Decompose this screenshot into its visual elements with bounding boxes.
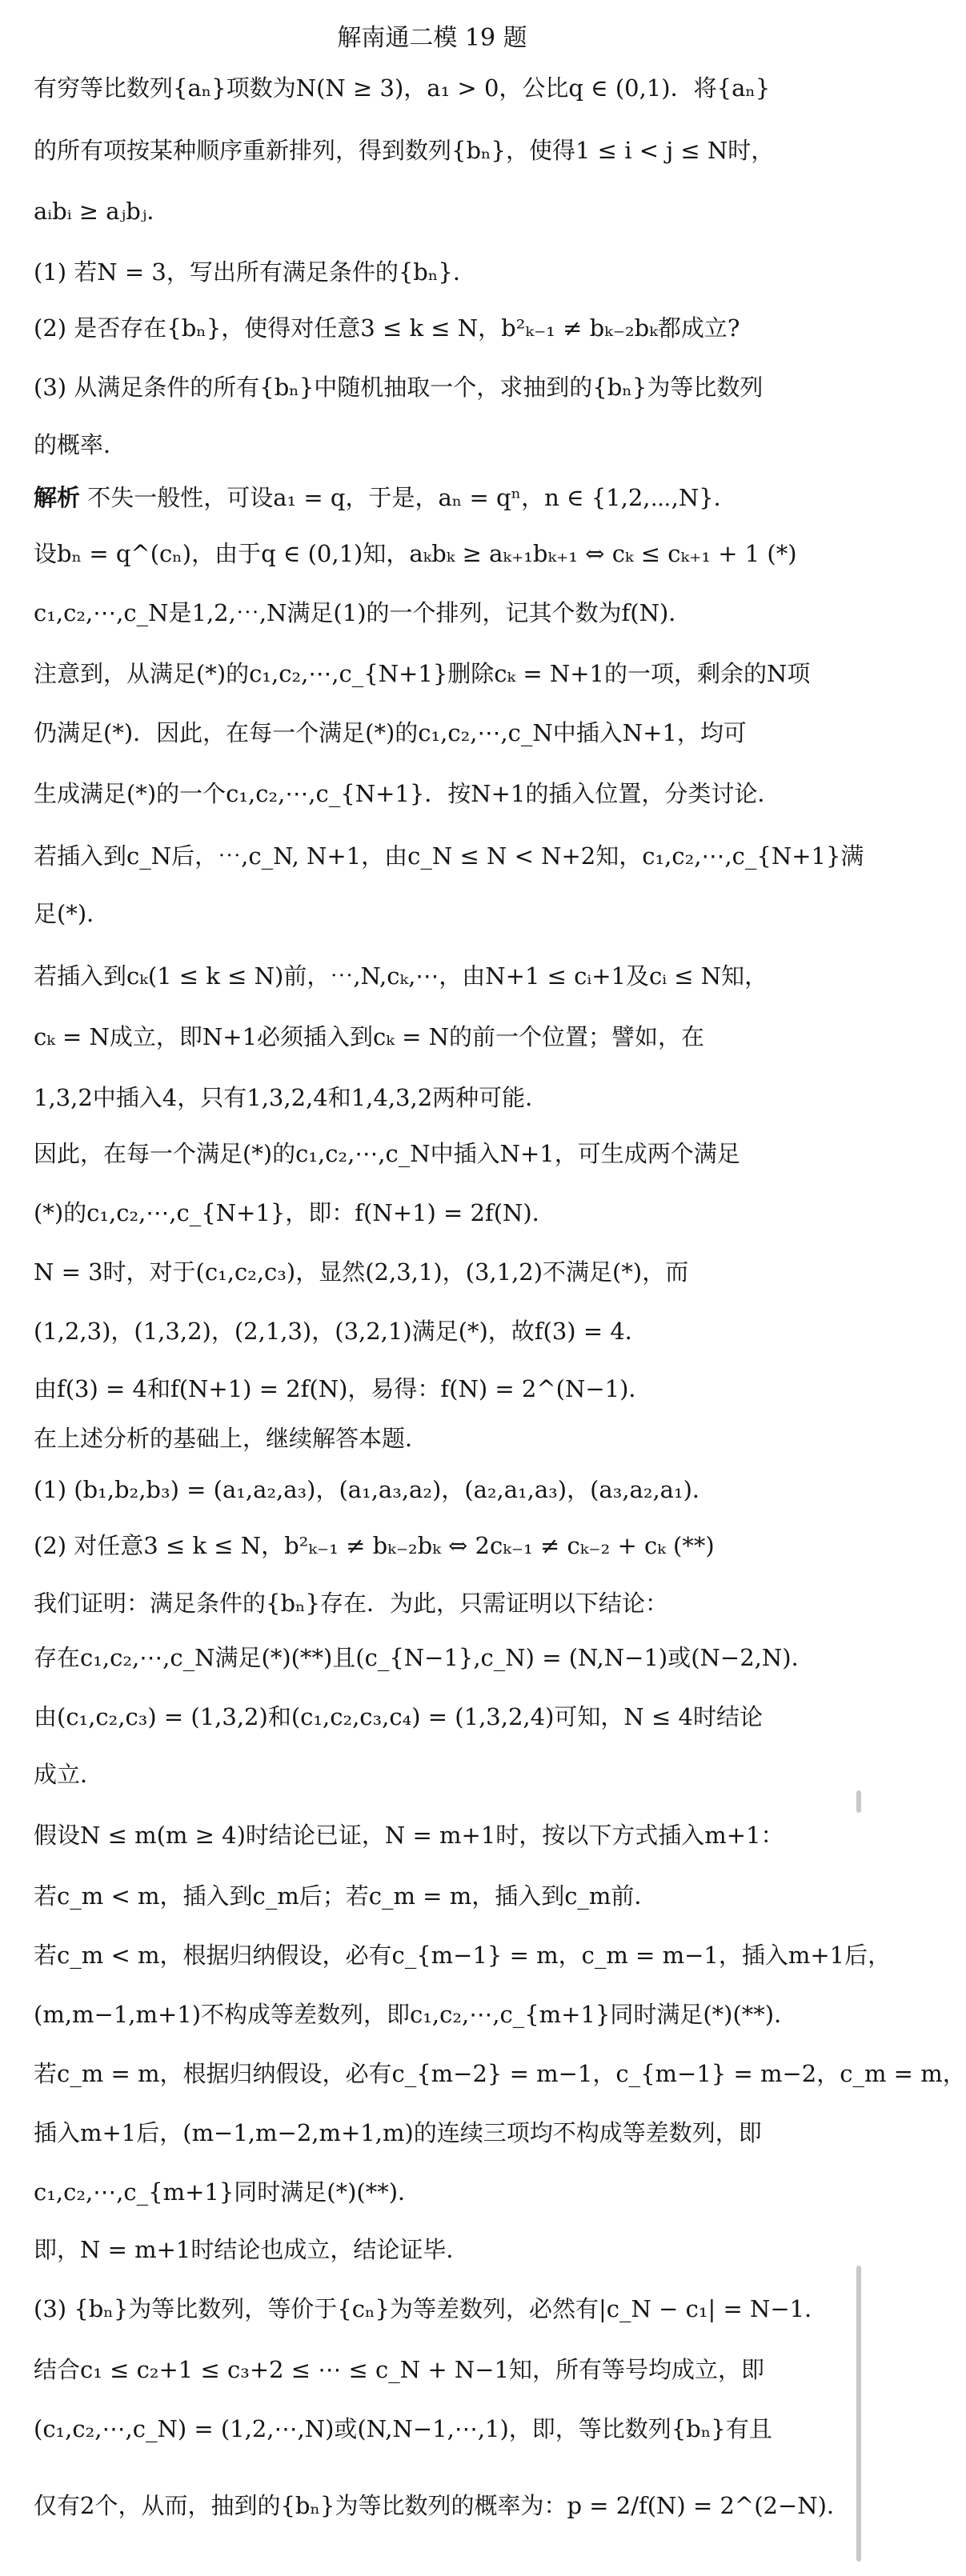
- text-line: 足(*)．: [34, 900, 110, 927]
- text-line: 结合c₁ ≤ c₂+1 ≤ c₃+2 ≤ ⋯ ≤ c_N + N−1知，所有等号均成立，即: [34, 2356, 765, 2383]
- text-line: 仍满足(*)．因此，在每一个满足(*)的c₁,c₂,⋯,c_N中插入N+1，均可: [34, 719, 747, 746]
- text-line: 由f(3) = 4和f(N+1) = 2f(N)，易得：f(N) = 2^(N−1)．: [34, 1375, 652, 1402]
- text-line: (*)的c₁,c₂,⋯,c_{N+1}，即：f(N+1) = 2f(N)．: [34, 1199, 555, 1226]
- scrollbar-thumb-lower[interactable]: [856, 2266, 861, 2562]
- text-line: 有穷等比数列{aₙ}项数为N(N ≥ 3)，a₁ > 0，公比q ∈ (0,1)．将{aₙ}: [34, 74, 771, 102]
- text-line: 存在c₁,c₂,⋯,c_N满足(*)(**)且(c_{N−1},c_N) = (N,N−1)或(N−2,N)．: [34, 1644, 815, 1671]
- text-line: 若插入到c_N后，⋯,c_N, N+1，由c_N ≤ N < N+2知，c₁,c₂,⋯,c_{N+1}满: [34, 842, 864, 870]
- text-line: 生成满足(*)的一个c₁,c₂,⋯,c_{N+1}．按N+1的插入位置，分类讨论．: [34, 780, 781, 807]
- text-line: 因此，在每一个满足(*)的c₁,c₂,⋯,c_N中插入N+1，可生成两个满足: [34, 1140, 740, 1167]
- scrollbar-thumb-upper[interactable]: [856, 1790, 861, 1813]
- text-line: (2) 对任意3 ≤ k ≤ N，b²ₖ₋₁ ≠ bₖ₋₂bₖ ⇔ 2cₖ₋₁ ≠ cₖ₋₂ + cₖ (**): [34, 1532, 715, 1559]
- text-line: 成立．: [34, 1761, 104, 1788]
- text-line: 若c_m = m，根据归纳假设，必有c_{m−2} = m−1，c_{m−1} = m−2，c_m = m，: [34, 2060, 966, 2087]
- text-line: 注意到，从满足(*)的c₁,c₂,⋯,c_{N+1}删除cₖ = N+1的一项，剩余的N项: [34, 660, 811, 687]
- text-line: 假设N ≤ m(m ≥ 4)时结论已证，N = m+1时，按以下方式插入m+1：: [34, 1822, 784, 1849]
- text-line: 由(c₁,c₂,c₃) = (1,3,2)和(c₁,c₂,c₃,c₄) = (1,3,2,4)可知，N ≤ 4时结论: [34, 1703, 763, 1730]
- text-line: (3) 从满足条件的所有{bₙ}中随机抽取一个，求抽到的{bₙ}为等比数列: [34, 374, 764, 401]
- text-line: (1,2,3)，(1,3,2)，(2,1,3)，(3,2,1)满足(*)，故f(3) = 4．: [34, 1318, 648, 1345]
- text-line: c₁,c₂,⋯,c_N是1,2,⋯,N满足(1)的一个排列，记其个数为f(N)．: [34, 599, 692, 626]
- text-line: 设bₙ = q^(cₙ)，由于q ∈ (0,1)知，aₖbₖ ≥ aₖ₊₁bₖ₊₁ ⇔ cₖ ≤ cₖ₊₁ + 1 (*): [34, 540, 797, 567]
- text-line: 的所有项按某种顺序重新排列，得到数列{bₙ}，使得1 ≤ i < j ≤ N时，: [34, 137, 775, 164]
- problem-title: 解南通二模 19 题: [337, 24, 527, 52]
- text-line: c₁,c₂,⋯,c_{m+1}同时满足(*)(**)．: [34, 2178, 422, 2206]
- text-line: aᵢbᵢ ≥ aⱼbⱼ．: [34, 198, 170, 225]
- text-line: 的概率．: [34, 431, 127, 458]
- text-line: 1,3,2中插入4，只有1,3,2,4和1,4,3,2两种可能．: [34, 1084, 549, 1111]
- text-line: 我们证明：满足条件的{bₙ}存在．为此，只需证明以下结论：: [34, 1590, 669, 1617]
- text-line: (1) (b₁,b₂,b₃) = (a₁,a₂,a₃)，(a₁,a₃,a₂)，(a₂,a₁,a₃)，(a₃,a₂,a₁)．: [34, 1476, 715, 1503]
- text-line: (c₁,c₂,⋯,c_N) = (1,2,⋯,N)或(N,N−1,⋯,1)，即，等比数列{bₙ}有且: [34, 2415, 772, 2442]
- text-line: (1) 若N = 3，写出所有满足条件的{bₙ}．: [34, 258, 476, 286]
- text-line: (3) {bₙ}为等比数列，等价于{cₙ}为等差数列，必然有|c_N − c₁| = N−1．: [34, 2295, 828, 2322]
- text-line: 不失一般性，可设a₁ = q，于是，aₙ = qⁿ，n ∈ {1,2,⋯,N}．: [87, 484, 737, 511]
- text-line: 若插入到cₖ(1 ≤ k ≤ N)前，⋯,N,cₖ,⋯，由N+1 ≤ cᵢ+1及cᵢ ≤ N知，: [34, 962, 768, 990]
- solution-first-line: [34, 480, 834, 515]
- text-line: N = 3时，对于(c₁,c₂,c₃)，显然(2,3,1)，(3,1,2)不满足(*)，而: [34, 1258, 689, 1286]
- text-line: cₖ = N成立，即N+1必须插入到cₖ = N的前一个位置；譬如，在: [34, 1023, 704, 1050]
- text-line: 若c_m < m，根据归纳假设，必有c_{m−1} = m，c_m = m−1，插入m+1后，: [34, 1942, 892, 1969]
- solution-label: 解析: [34, 484, 81, 511]
- text-line: 仅有2个，从而，抽到的{bₙ}为等比数列的概率为：p = 2/f(N) = 2^(2−N)．: [34, 2492, 850, 2519]
- text-line: (m,m−1,m+1)不构成等差数列，即c₁,c₂,⋯,c_{m+1}同时满足(*)(**)．: [34, 2001, 798, 2028]
- text-line: 即，N = m+1时结论也成立，结论证毕．: [34, 2236, 470, 2263]
- text-line: 在上述分析的基础上，继续解答本题．: [34, 1425, 429, 1452]
- text-line: (2) 是否存在{bₙ}，使得对任意3 ≤ k ≤ N，b²ₖ₋₁ ≠ bₖ₋₂bₖ都成立?: [34, 314, 740, 342]
- text-line: 插入m+1后，(m−1,m−2,m+1,m)的连续三项均不构成等差数列，即: [34, 2119, 762, 2146]
- text-line: 若c_m < m，插入到c_m后；若c_m = m，插入到c_m前．: [34, 1882, 658, 1910]
